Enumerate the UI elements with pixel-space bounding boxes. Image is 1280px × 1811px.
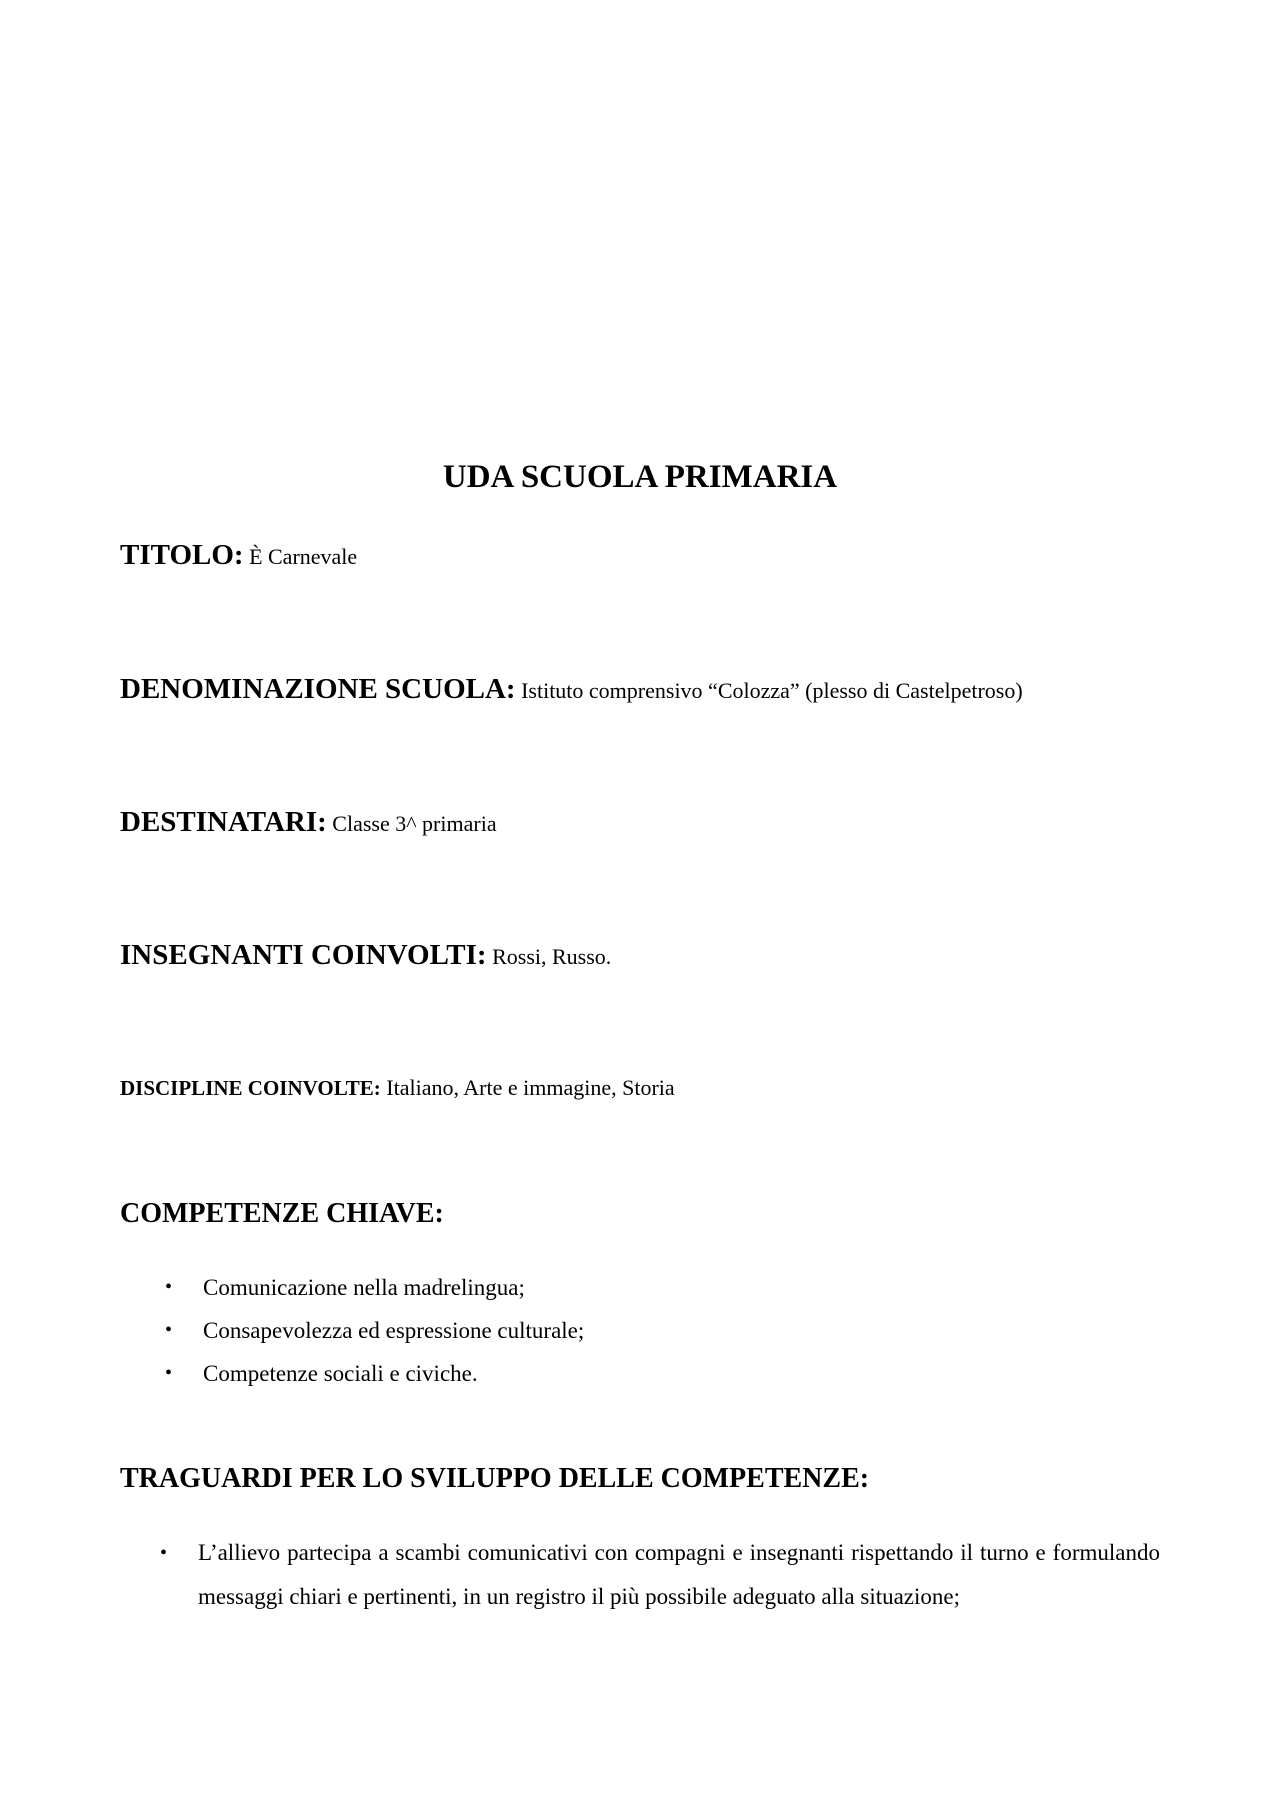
field-value: Classe 3^ primaria — [326, 811, 497, 836]
competenze-chiave-list — [165, 1266, 584, 1395]
bullet-icon: • — [165, 1276, 173, 1298]
field-denominazione-scuola — [120, 672, 1023, 707]
list-item — [165, 1266, 584, 1309]
field-label: TITOLO: — [120, 539, 244, 571]
field-titolo — [120, 538, 357, 573]
field-value: Rossi, Russo. — [486, 944, 612, 969]
bullet-icon: • — [160, 1542, 168, 1564]
traguardi-list — [160, 1531, 1160, 1619]
field-discipline-coinvolte — [120, 1075, 675, 1101]
field-label: DISCIPLINE COINVOLTE: — [120, 1076, 381, 1100]
bullet-icon: • — [165, 1319, 173, 1341]
competenze-chiave-heading: COMPETENZE CHIAVE: — [120, 1198, 444, 1229]
list-item — [165, 1352, 584, 1395]
document-title: UDA SCUOLA PRIMARIA — [442, 459, 838, 495]
field-value: Istituto comprensivo “Colozza” (plesso di Castelpetroso) — [515, 678, 1023, 703]
list-item-text: Consapevolezza ed espressione culturale; — [203, 1318, 585, 1343]
field-label: INSEGNANTI COINVOLTI: — [120, 939, 487, 971]
field-value: È Carnevale — [243, 544, 358, 569]
list-item-text: Comunicazione nella madrelingua; — [203, 1275, 525, 1300]
list-item — [165, 1309, 584, 1352]
list-item-text: Competenze sociali e civiche. — [203, 1361, 478, 1386]
list-item — [160, 1531, 1160, 1619]
field-destinatari — [120, 805, 497, 840]
field-insegnanti-coinvolti — [120, 938, 611, 973]
bullet-icon: • — [165, 1362, 173, 1384]
traguardi-heading: TRAGUARDI PER LO SVILUPPO DELLE COMPETENZE: — [120, 1463, 870, 1494]
field-label: DESTINATARI: — [120, 806, 327, 838]
list-item-text: L’allievo partecipa a scambi comunicativi con compagni e insegnanti rispettando il turno e formulando messaggi chiari e pertinenti, in un registro il più possibile adeguato alla situazione; — [198, 1540, 1160, 1609]
field-value: Italiano, Arte e immagine, Storia — [380, 1075, 675, 1100]
field-label: DENOMINAZIONE SCUOLA: — [120, 673, 516, 705]
